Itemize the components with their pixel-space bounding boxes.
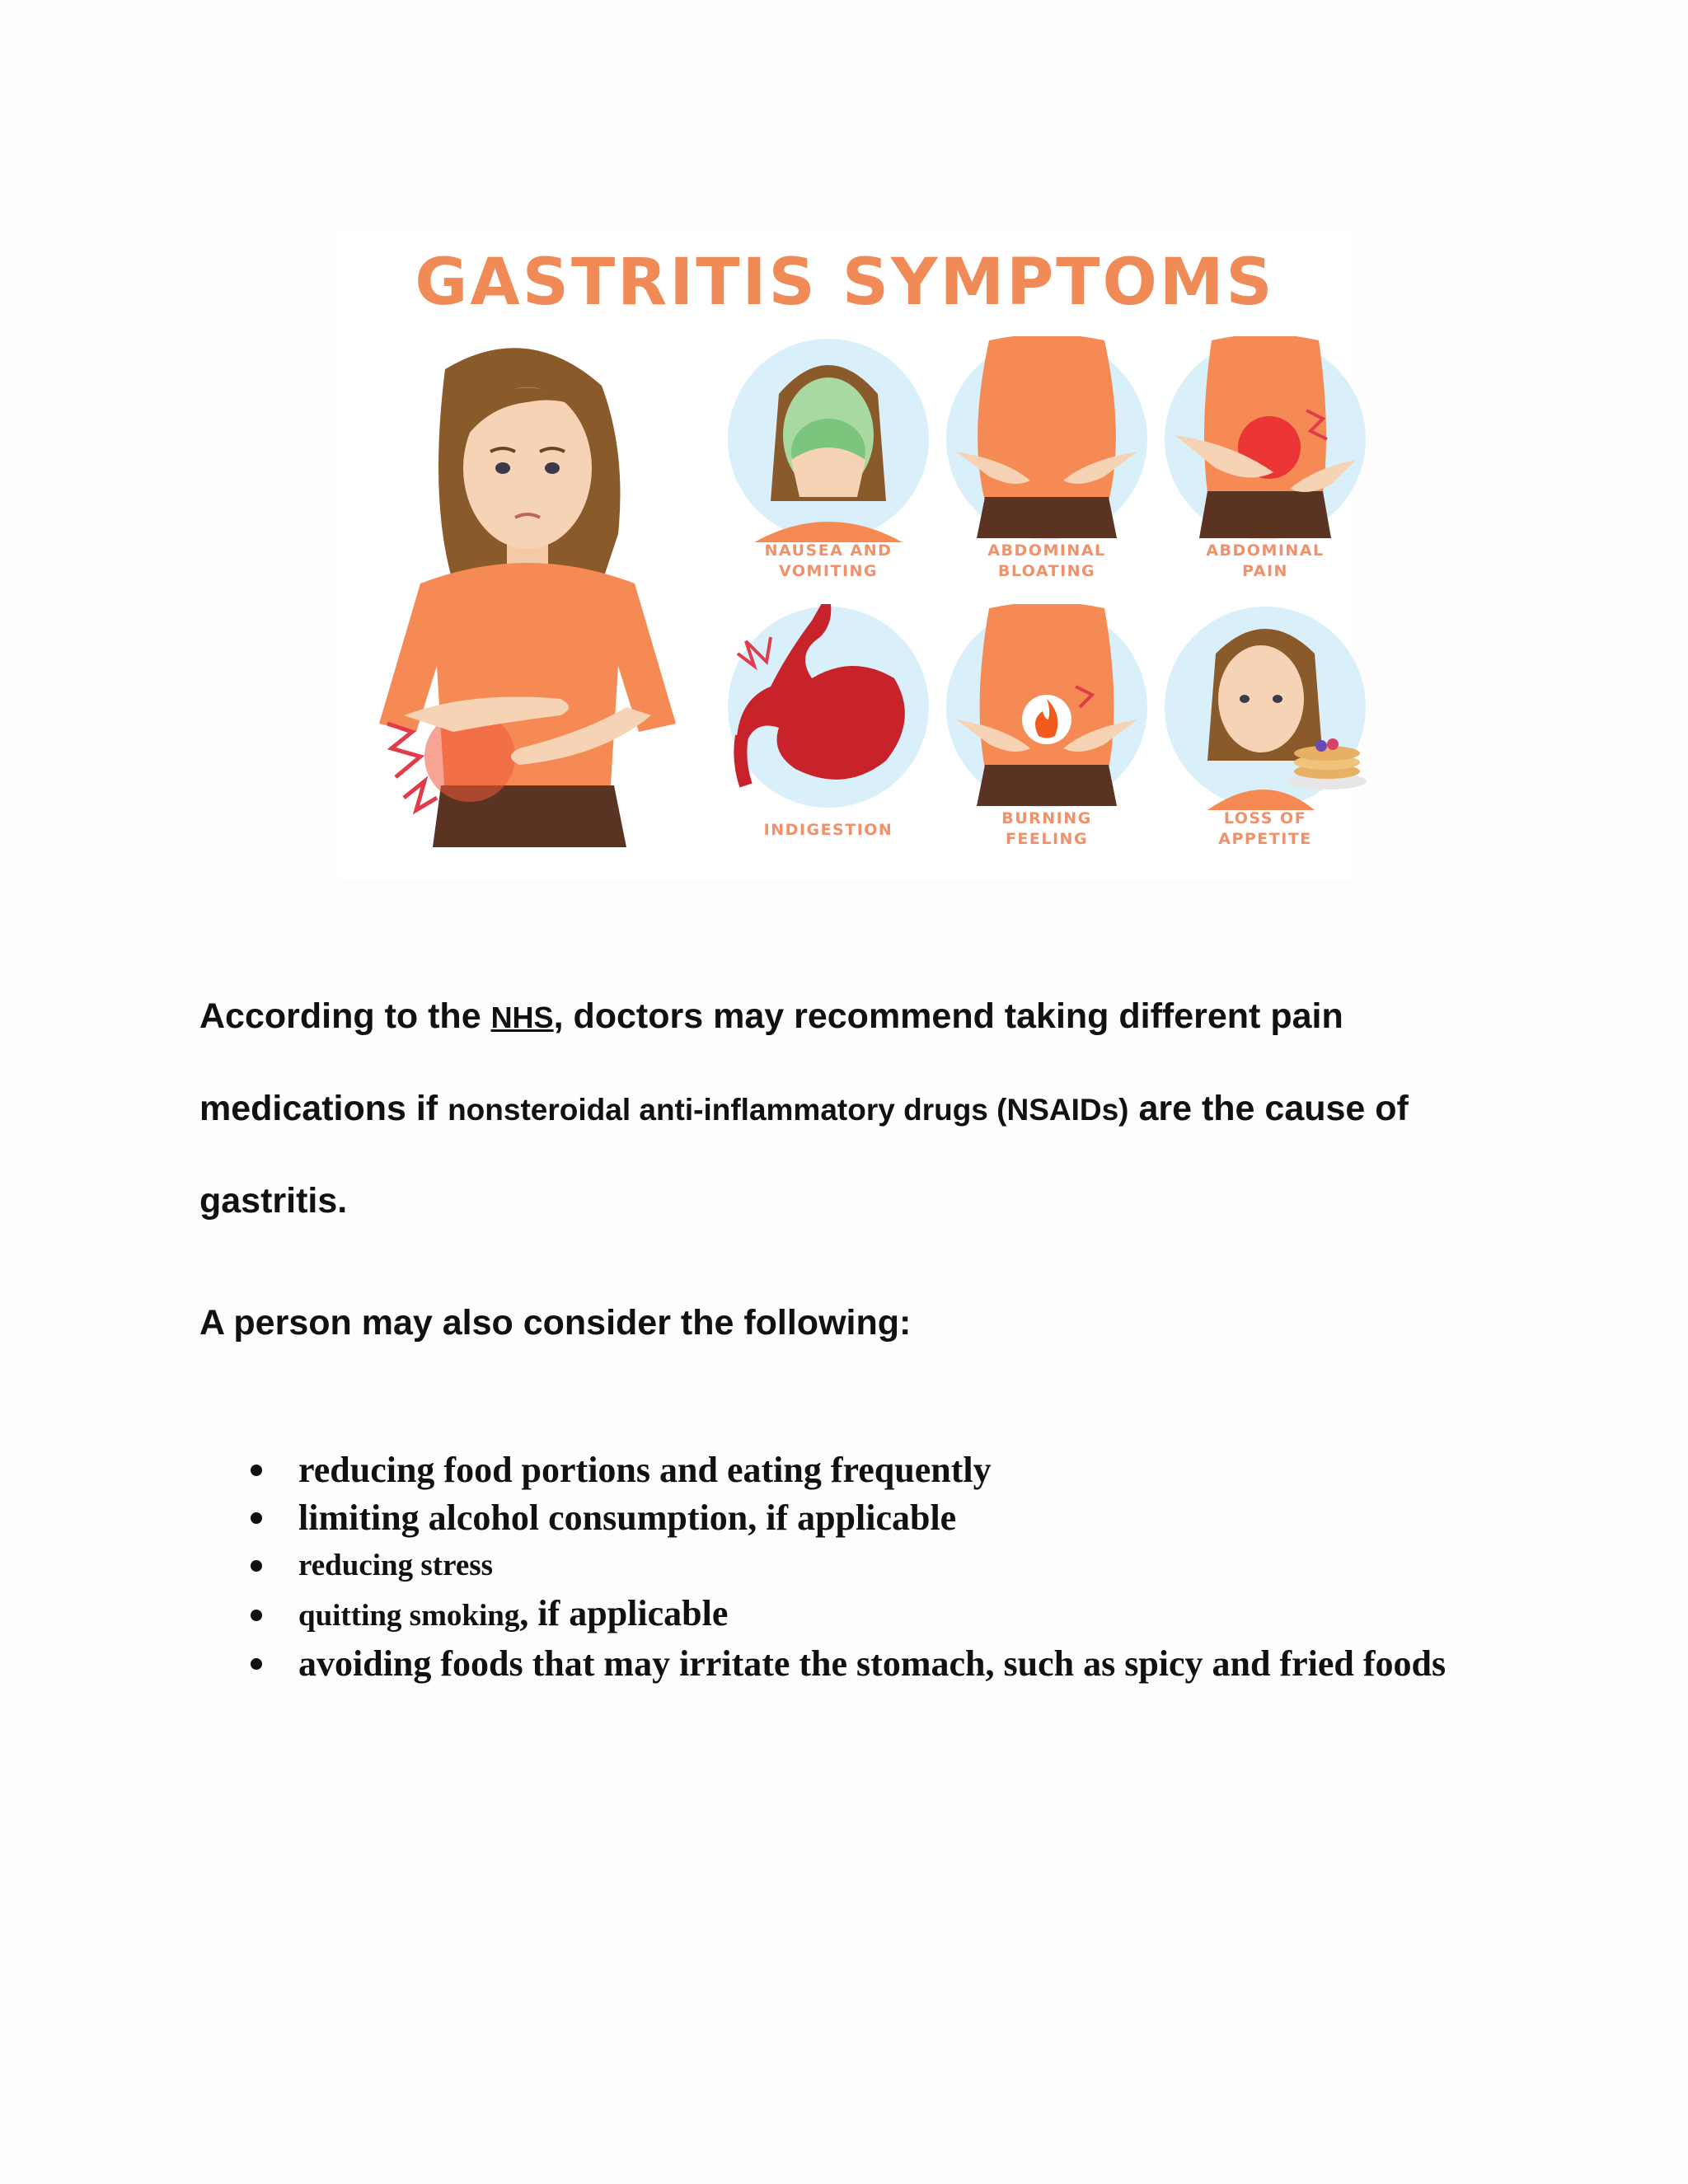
recommendations-list	[247, 1446, 1607, 1688]
abdominal-pain-icon	[1158, 336, 1372, 542]
symptom-tile-burning	[940, 604, 1154, 868]
infographic-title: GASTRITIS SYMPTOMS	[415, 246, 1275, 320]
woman-holding-stomach-illustration	[354, 336, 701, 855]
burning-icon	[940, 604, 1154, 810]
tile-label-burning: BURNING FEELING	[1001, 809, 1092, 848]
list-item: avoiding foods that may irritate the stomach, such as spicy and fried foods	[247, 1640, 1607, 1688]
bullet-icon	[251, 1512, 262, 1524]
tile-label-indigestion: INDIGESTION	[763, 821, 893, 839]
list-item: quitting smoking, if applicable	[247, 1590, 1607, 1640]
tile-label-nausea: NAUSEA AND VOMITING	[764, 541, 893, 580]
bullet-icon	[251, 1465, 262, 1476]
list-item: limiting alcohol consumption, if applicable	[247, 1494, 1607, 1542]
stomach-icon	[721, 604, 935, 810]
pancakes-icon	[1158, 604, 1372, 810]
symptom-tile-bloating	[940, 336, 1154, 600]
bullet-icon	[251, 1560, 262, 1572]
nsaids-paragraph: According to the NHS, doctors may recommend taking different pain medications if nonsteroidal anti-inflammatory drugs (NSAIDs) are the cause of gastritis.	[199, 996, 1409, 1221]
nhs-link[interactable]: NHS	[490, 1001, 554, 1034]
list-item: reducing stress	[247, 1542, 1607, 1590]
bloating-icon	[940, 336, 1154, 542]
gastritis-symptoms-infographic	[338, 229, 1352, 880]
symptom-tile-indigestion	[721, 604, 935, 868]
list-item: reducing food portions and eating frequently	[247, 1446, 1607, 1494]
tile-label-abdominal-pain: ABDOMINAL PAIN	[1206, 541, 1325, 580]
symptom-tile-abdominal-pain	[1158, 336, 1372, 600]
tile-label-loss-of-appetite: LOSS OF APPETITE	[1218, 809, 1312, 848]
bullet-icon	[251, 1610, 262, 1621]
bullet-icon	[251, 1658, 262, 1670]
symptom-tile-nausea	[721, 336, 935, 600]
consider-heading: A person may also consider the following:	[199, 1303, 912, 1343]
tile-label-bloating: ABDOMINAL BLOATING	[987, 541, 1106, 580]
nausea-icon	[721, 336, 935, 542]
symptom-tile-loss-of-appetite	[1158, 604, 1372, 868]
